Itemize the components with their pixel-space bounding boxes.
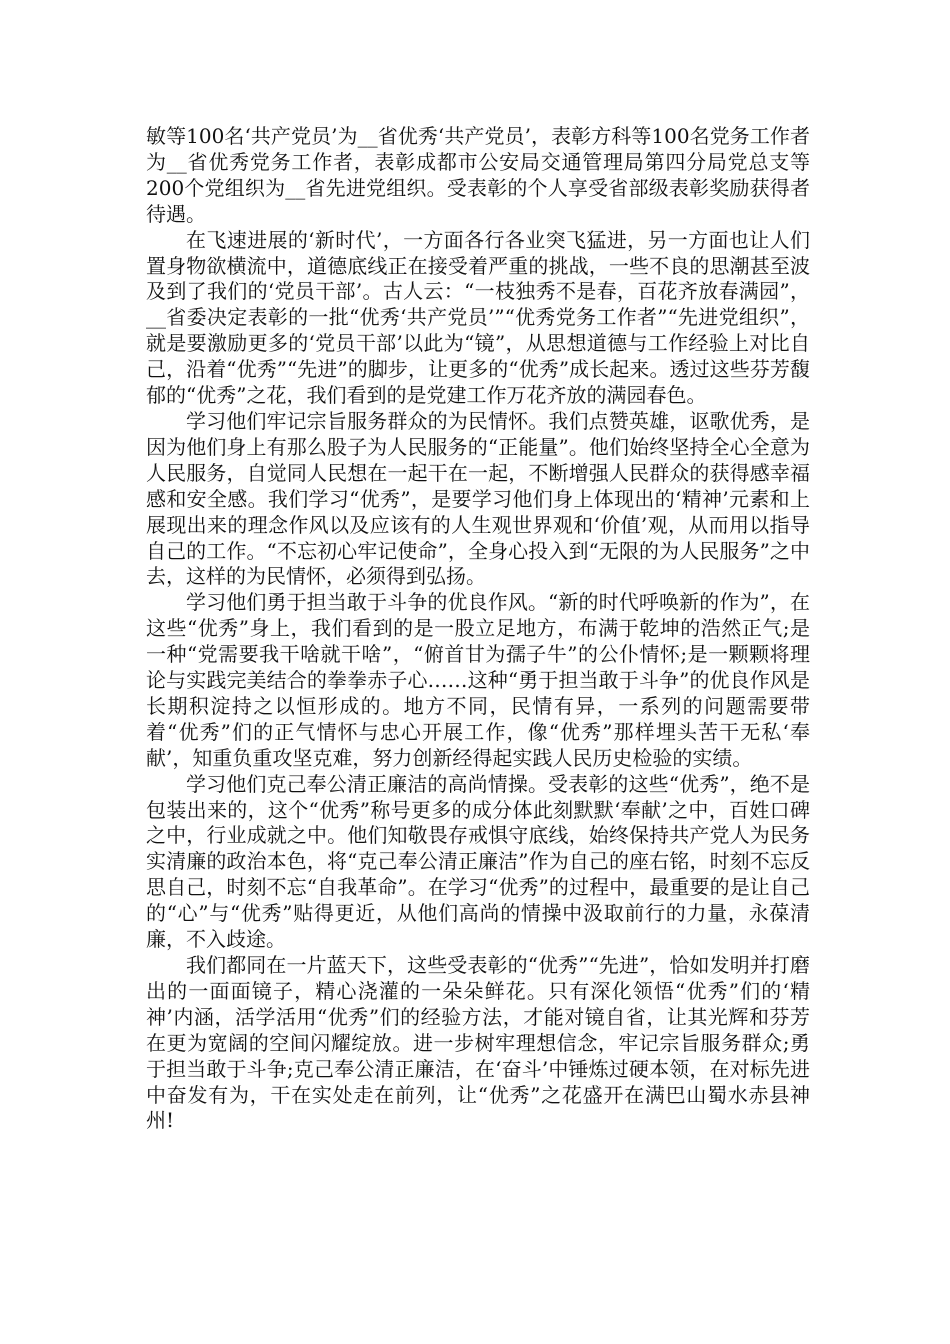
paragraph-integrity: 学习他们克己奉公清正廉洁的高尚情操。受表彰的这些“优秀”，绝不是包装出来的，这个“优秀”称号更多的成分体此刻默默‘奉献’之中，百姓口碑之中，行业成就之中。他们知敬畏存戒惧守底线，始终保持共产党人为民务实清廉的政治本色，将“克己奉公清正廉洁”作为自己的座右铭，时刻不忘反思自己，时刻不忘“自我革命”。在学习“优秀”的过程中，最重要的是让自己的“心”与“优秀”贴得更近，从他们高尚的情操中汲取前行的力量，永葆清廉，不入歧途。 bbox=[146, 771, 810, 952]
paragraph-intro-continuation: 敏等100名‘共产党员’为__省优秀‘共产党员’，表彰方科等100名党务工作者为__省优秀党务工作者，表彰成都市公安局交通管理局第四分局党总支等200个党组织为__省先进党组织。受表彰的个人享受省部级表彰奖励获得者待遇。 bbox=[146, 124, 810, 226]
paragraph-new-era: 在飞速进展的‘新时代’，一方面各行各业突飞猛进，另一方面也让人们置身物欲横流中，道德底线正在接受着严重的挑战，一些不良的思潮甚至波及到了我们的‘党员干部’。古人云：“一枝独秀不是春，百花齐放春满园”，__省委决定表彰的一批“优秀‘共产党员’”“优秀党务工作者”“先进党组织”，就是要激励更多的‘党员干部’以此为“镜”，从思想道德与工作经验上对比自己，沿着“优秀”“先进”的脚步，让更多的“优秀”成长起来。透过这些芬芳馥郁的“优秀”之花，我们看到的是党建工作万花齐放的满园春色。 bbox=[146, 227, 810, 408]
paragraph-conclusion: 我们都同在一片蓝天下，这些受表彰的“优秀”“先进”，恰如发明并打磨出的一面面镜子，精心浇灌的一朵朵鲜花。只有深化领悟“优秀”们的‘精神’内涵，活学活用“优秀”们的经验方法，才能对镜自省，让其光辉和芬芳在更为宽阔的空间闪耀绽放。进一步树牢理想信念，牢记宗旨服务群众;勇于担当敢于斗争;克己奉公清正廉洁，在‘奋斗’中锤炼过硬本领，在对标先进中奋发有为，干在实处走在前列，让“优秀”之花盛开在满巴山蜀水赤县神州! bbox=[146, 953, 810, 1133]
paragraph-responsibility: 学习他们勇于担当敢于斗争的优良作风。“新的时代呼唤新的作为”，在这些“优秀”身上，我们看到的是一股立足地方，布满于乾坤的浩然正气;是一种“党需要我干啥就干啥”，“俯首甘为孺子牛”的公仆情怀;是一颗颗将理论与实践完美结合的拳拳赤子心……这种“勇于担当敢于斗争”的优良作风是长期积淀持之以恒形成的。地方不同，民情有异，一系列的问题需要带着“优秀”们的正气情怀与忠心开展工作，像“优秀”那样埋头苦干无私‘奉献’，知重负重攻坚克难，努力创新经得起实践人民历史检验的实绩。 bbox=[146, 590, 810, 770]
paragraph-serve-people: 学习他们牢记宗旨服务群众的为民情怀。我们点赞英雄，讴歌优秀，是因为他们身上有那么股子为人民服务的“正能量”。他们始终坚持全心全意为人民服务，自觉同人民想在一起干在一起，不断增强人民群众的获得感幸福感和安全感。我们学习“优秀”，是要学习他们身上体现出的‘精神’元素和上展现出来的理念作风以及应该有的人生观世界观和‘价值’观，从而用以指导自己的工作。“不忘初心牢记使命”，全身心投入到“无限的为人民服务”之中去，这样的为民情怀，必须得到弘扬。 bbox=[146, 408, 810, 589]
document-page bbox=[146, 124, 810, 1134]
